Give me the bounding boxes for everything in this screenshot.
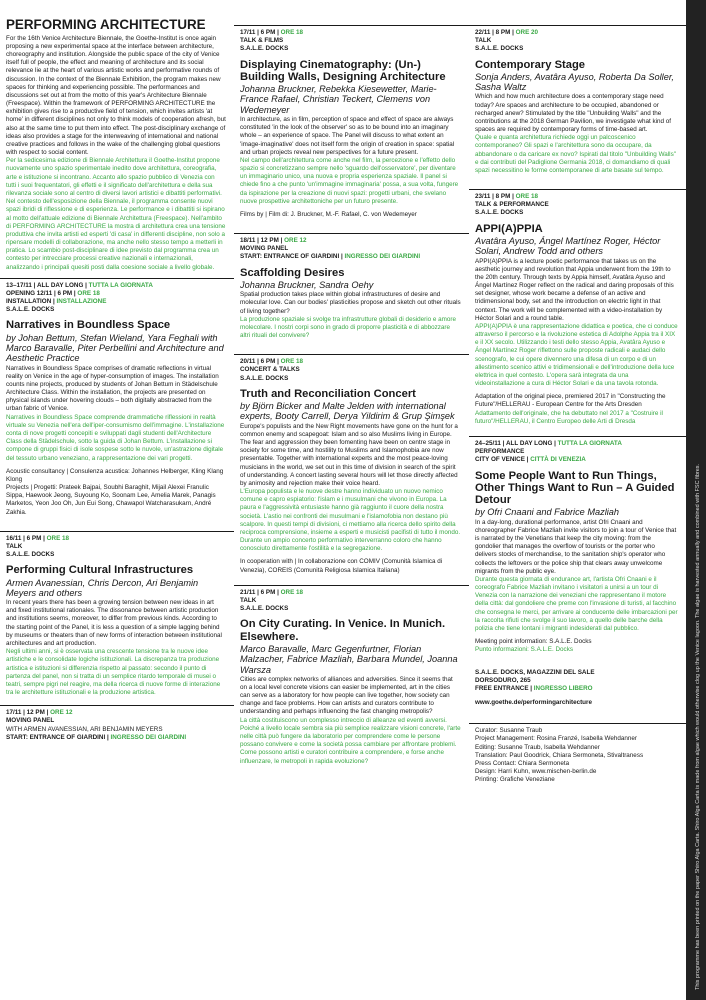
- event-scaffolding: [234, 233, 469, 340]
- event-text-en: Europe's populists and the New Right movements have gone on the hunt for a common enemy and scapegoat: Islam and so also Muslims living in Europe. The fear and aggression they been fomenting have been on centre stage in society for some time, and hostility to Muslims and Islamophobia are now presentable. Together with international experts and the most peace-loving musicians in the world, we set out in this time of division in search of the spirit of understanding. A concert lasting several hours will let those directly affected by animosity and rejection make their voice heard.: [240, 422, 458, 487]
- event-meta: 13–17/11 | ALL DAY LONG | TUTTA LA GIORNATA OPENING 12/11 | 6 PM | ORE 18 INSTALLATION | INSTALLAZIONE S.A.L.E. DOCKS: [6, 281, 153, 314]
- event-title: Scaffolding Desires: [240, 266, 345, 279]
- event-guided-detour: [469, 436, 686, 655]
- event-text-en: Narratives in Boundless Space comprises of dramatic reflections in virtual reality on Venice in the age of hyper-consumption of images. The installation counts nine projects, produced by students of Johan Bettum in Städelschule Architecture Class. Within the installation, the projects are presented on physical islands under hovering clouds – both digitally abstracted from the urban fabric of Venice.: [6, 364, 219, 413]
- event-subtitle: Marco Baravalle, Marc Gegenfurtner, Florian Malzacher, Fabrice Mazliah, Barbara Mundel, Joanna Warsza: [240, 643, 458, 675]
- column-2: [234, 0, 469, 1000]
- venue-address: DORSODURO, 265: [475, 676, 531, 684]
- event-title: APPI(A)PPIA: [475, 222, 543, 235]
- event-title: Performing Cultural Infrastructures: [6, 564, 194, 577]
- event-subtitle: by Ofri Cnaani and Fabrice Mazliah: [475, 507, 620, 518]
- venue-name: S.A.L.E. DOCKS, MAGAZZINI DEL SALE: [475, 668, 595, 676]
- event-text-it: Narratives in Boundless Space comprende drammatiche riflessioni in realtà virtuale su Venezia nell'era dell'iper-consumismo dell'immagine. L'installazione conta di nove progetti concepiti e sviluppati dagli studenti dell'Architecture Class della Städelschule, sotto la guida di Johan Bettum. L'installazione si compone di gruppi fisici di isole sospese sotto le nuvole, un'astrazione digitale del tessuto urbano veneziano, a rappresentazione dei vari progetti.: [6, 413, 225, 462]
- event-credits: Meeting point information: S.A.L.E. Docks: [475, 638, 592, 646]
- event-title: Contemporary Stage: [475, 58, 586, 71]
- event-text-it: Quale e quanta architettura richiede oggi un palcoscenico contemporaneo? Gli spazi e l'architettura sono da occupare, da abbandonare o da caricare ex novo? Ispirati dal titolo "Unbuilding Walls" e dai contributi del Padiglione Germania 2018, ci domandiamo di quali spazi necessitino le forme contemporanee di arte basate sul tempo.: [475, 134, 676, 174]
- event-text-it: Durante questa giornata di endurance art, l'artista Ofri Cnaani e il coreografo Fabrice Mazliah invitano i visitatori a unirsi a un tour di Venezia con la narrazione dei veneziani che rappresentano il motore della città: dal gondoliere che preme con l'invasione di turisti, al facchino che consegna le merci, per arrivare ai conducente delle imbarcazioni per la raccolta rifiuti che svolge il suo lavoro, a quello delle barche della polizia che tiene lontani i migranti indesiderati dal pubblico.: [475, 575, 678, 632]
- credits-block: [469, 723, 686, 784]
- event-credits: Adaptation of the original piece, premiered 2017 in "Constructing the Future"/HELLERAU - European Centre for the Arts Dresden: [475, 393, 666, 409]
- event-infrastructures: [0, 531, 234, 697]
- event-contemporary-stage: [469, 25, 686, 175]
- event-meta: 23/11 | 8 PM | ORE 18 TALK & PERFORMANCE S.A.L.E. DOCKS: [475, 193, 549, 217]
- event-title: On City Curating. In Venice. In Munich. Elsewhere.: [240, 618, 446, 643]
- column-3: [469, 0, 686, 1000]
- event-subtitle: Avatâra Ayuso, Ángel Martínez Roger, Héctor Solari, Andrew Todd and others: [475, 235, 661, 257]
- event-text-it: La città costituiscono un complesso intreccio di alleanze ed eventi avversi. Poiché a livello locale sembra sia più semplice realizzare visioni concrete, l'arte nelle città può fungere da laboratorio per comprendere come le persone possano convivere e come la società possa cambiare per affrontare problemi. Come possono artisti e curatori contribuire a comprendere, e forse anche influenzare, le metropoli in rapida evoluzione?: [240, 716, 461, 765]
- event-text-it: Nel campo dell'architettura come anche nel film, la percezione e l'effetto dello spazio si concretizzano sempre nello 'sguardo dell'osservatore', per diventare un immaginario unico, una nuova e propria esperienza spaziale. Il panel si chiede fino a che punto 'un'immagine immaginaria' possa, a sua volta, fungere da ispirazione per la creazione di nuovi spazi: progetti urbani, che svelano nuove prospettive architettoniche per un futuro presente.: [240, 156, 459, 205]
- event-concert: [234, 354, 469, 575]
- venue-entrance: FREE ENTRANCE | INGRESSO LIBERO: [475, 684, 593, 692]
- venue-info: [469, 669, 686, 708]
- event-credits: Acoustic consultancy | Consulenza acustica: Johannes Helberger, Kling Klang Klong Projects | Progetti: Prateek Bajpai, Soubhi Baraghit, Mijail Alexei Franulic Sippa, Haewook Jeong, Suyoung Ko, Soonam Lee, Amelia Marek, Panagis Marketos, Yeon Joo Oh, Jun Eui Song, Chawapol Watcharasukarn, André Zakhia.: [6, 467, 224, 516]
- credit-line: Project Management: Rosina Franzé, Isabella Wehdanner: [475, 735, 637, 743]
- event-text-en: In recent years there has been a growing tension between new ideas in art and fixed institutional rationales. The dissonance between artistic production and institutions seems, moreover, to differ from previous kinds. According to the starting point of the Panel, it is less a question of a simple lagging behind by museums or theaters than of new forms of interaction between institutional architectures and art production.: [6, 599, 222, 647]
- event-credits: Films by | Film di: J. Bruckner, M.-F. Rafael, C. von Wedemeyer: [240, 210, 417, 218]
- event-text-en: Which and how much architecture does a contemporary stage need today? Are spaces and architecture to be occupied, abandoned or recharged anew? Stimulated by the title "Unbuilding Walls" and the contributions at the 2018 German Pavilion, we investigate what kind of spaces are required by contemporary forms of time-based art.: [475, 93, 672, 134]
- intro-text-en: For the 16th Venice Architecture Biennale, the Goethe-Institut is once again proposing a new experimental space at the interface between architecture, choreography and institution. Alongside the public space of the city of Venice itself full of people, the effect and meaning of architecture and its social relevance lie at the heart of various artistic works and performative rounds of discussion. In the context of the Biennale Exhibition, the program makes new spaces for thinking and experiencing possible. The performances and discussions set out at from the motto of this year's Architecture Biennale (Freespace). Within the framework of PERFORMING ARCHITECTURE the exhibition gives rise to a productive field of tension, which invites artists 'at home' in different disciplines not only to think models of cooperation afresh, but also at the same time to put them into effect. The post-disciplinary exchange of ideas also provides a stage for the interweaving of international and national creative practices and follows in the wake of the challenging global questions with respect to social content.: [6, 34, 226, 157]
- event-meta: 24–25/11 | ALL DAY LONG | TUTTA LA GIORNATA PERFORMANCE CITY OF VENICE | CITTÀ DI VENEZIA: [475, 440, 622, 464]
- event-credits-it: Punto informazioni: S.A.L.E. Docks: [475, 646, 573, 654]
- paper-note-strip: [686, 0, 706, 1000]
- event-narratives: [0, 278, 234, 517]
- event-meta: 17/11 | 12 PM | ORE 12 MOVING PANEL WITH ARMEN AVANESSIAN, ARI BENJAMIN MEYERS START: ENTRANCE OF GIARDINI | INGRESSO DEI GIARDINI: [6, 709, 187, 741]
- event-text-en: In architecture, as in film, perception of space and effect of space are always constituted 'in the look of the observer' so as to be bound into an imaginary whole – an experience of space. The Panel will discuss to what extent an 'image-imaginative' does not itself form the origin of creation in space: spatial and urban projects reveal new perspectives for a future present.: [240, 116, 455, 156]
- intro-text-it: Per la sedicesima edizione di Biennale Architettura il Goethe-Institut propone nuovamente uno spazio sperimentale inedito dove architettura, coreografia, arte e istituzione si incontrano. Accanto allo spazio pubblico di Venezia con tutti i suoi frequentatori, gli effetti e il significato dell'architettura e della sua rilevanza sociale sono al centro di diversi lavori artistici e dibattiti performativi. Nel contesto dell'esposizione della Biennale, il programma consente nuovi spazi ibridi di riflessione e di esperienza. Le performance e i dibattiti si ispirano al motto dell'attuale edizione di Biennale Architettura (Freespace). Nell'ambito di PERFORMING ARCHITECTURE la mostra di architettura crea una tensione produttiva che invita artisti ed esperti 'di casa' in differenti discipline, non solo a ripensare modelli di collaborazione, ma anche nello stesso tempo a metterli in pratica. Lo scambio post-disciplinare di idee previsto dal programma crea un contesto per intrecciare processi creative nazionali e internazionali, analizzando i principali quesiti posti dalla coesione sociale a livello globale.: [6, 157, 226, 271]
- event-text-en: Spatial production takes place within global infrastructures of desire and molecular love. Can our bodies' plasticities propose and sketch out other rituals of living together?: [240, 291, 461, 315]
- event-subtitle: Johanna Bruckner, Sandra Oehy: [240, 279, 374, 290]
- event-meta: 22/11 | 8 PM | ORE 20 TALK S.A.L.E. DOCKS: [475, 29, 539, 53]
- intro-block: [0, 18, 234, 272]
- event-cinematography: [234, 25, 469, 219]
- event-text-en: In a day-long, durational performance, artist Ofri Cnaani and choreographer Fabrice Mazliah invite visitors to join a tour of Venice that is narrated by the Venetians that keep the city moving: from the gondolier that manages the overflow of tourists or the porter who delivers stocks of merchandise, to the sanitation ship's operator who collects the leftovers or the police ship that clears away unwelcome migrants from the public eye.: [475, 518, 677, 575]
- program-title: PERFORMING ARCHITECTURE: [6, 17, 206, 32]
- website-link[interactable]: www.goethe.de/performingarchitecture: [475, 699, 592, 707]
- event-meta: 21/11 | 6 PM | ORE 18 TALK S.A.L.E. DOCKS: [240, 588, 304, 613]
- event-text-en: APPI(A)PPIA is a lecture poetic performance that takes us on the aesthetic journey and revolution that Appia underwent from the 19th to the 20th century. Through texts by Appia himself, Avatâra Ayuso and Ángel Martínez Roger reflect on the radical and daring proposals of this set designer, whose work became a defense of an active and tridimensional body, set and the introduction on electric light in that context. The work will be complemented with a video-installation by Héctor Solari and a round table.: [475, 257, 674, 322]
- event-city-curating: [234, 585, 469, 766]
- event-subtitle: Johanna Bruckner, Rebekka Kiesewetter, Marie-France Rafael, Christian Teckert, Clemens von Wedemeyer: [240, 84, 437, 115]
- credit-line: Editing: Susanne Traub, Isabella Wehdanner: [475, 743, 600, 751]
- event-text-it: La produzione spaziale si svolge tra infrastrutture globali di desiderio e amore molecolare. I nostri corpi sono in grado di proporre plasticità e di abbozzare altri rituali del convivere?: [240, 315, 456, 340]
- credit-line: Press Contact: Chiara Sermoneta: [475, 759, 570, 767]
- event-credits: In cooperation with | In collaborazione con COMIV (Comunità Islamica di Venezia), COREIS (Comunità Religiosa Islamica Italiana): [240, 558, 443, 574]
- event-subtitle: Armen Avanessian, Chris Dercon, Ari Benjamin Meyers and others: [6, 577, 199, 598]
- credit-line: Design: Harri Kuhn, www.mischen-berlin.de: [475, 768, 597, 776]
- event-meta: 17/11 | 6 PM | ORE 18 TALK & FILMS S.A.L.E. DOCKS: [240, 29, 304, 53]
- credit-line: Curator: Susanne Traub: [475, 727, 543, 735]
- event-subtitle: by Björn Bicker and Malte Jelden with international experts, Booty Carrell, Derya Yildirim & Grup Şimşek: [240, 401, 455, 422]
- event-moving-panel: [0, 705, 234, 742]
- paper-note: This programme has been printed on the paper Shiro Alga Carta. Shiro Alga Carta is made from algae which would otherwise clog up the Venice lagoon. The algae is harvested annually and combined with FSC fibres.: [695, 463, 701, 990]
- event-text-en: Cities are complex networks of alliances and adversities. Since it seems that on a local level concrete visions can easier be implemented, art in the cities can serve as a laboratory for how people can live together, how society can change and face problems. How can artists and curators contribute to understanding and perhaps influencing the fast changing metropolis?: [240, 675, 453, 716]
- event-meta: 20/11 | 6 PM | ORE 18 CONCERT & TALKS S.A.L.E. DOCKS: [240, 358, 304, 382]
- event-title: Truth and Reconciliation Concert: [240, 387, 416, 400]
- event-title: Displaying Cinematography: (Un-) Building Walls, Designing Architecture: [240, 58, 446, 83]
- event-text-it: L'Europa populista e le nuove destre hanno individuato un nuovo nemico comune e capro espiatorio: l'islam e i musulmani che vivono in Europa. La paura e l'aggressività entusiaste hanno già raggiunto il cuore della nostra società. L'astio nei confronti dei musulmani e l'islamofobia non destano più scalpore. In questi tempi di divisioni, ci mettiamo alla ricerca dello spirito della reciproca comprensione, insieme a esperti e musicisti pacifisti di tutto il mondo. Durante un ampio concerto performativo interverranno coloro che hanno conosciuto direttamente l'ostilità e la segregazione.: [240, 488, 461, 553]
- event-meta: 16/11 | 6 PM | ORE 18 TALK S.A.L.E. DOCKS: [6, 534, 70, 559]
- event-text-it: APPI(A)PPIA è una rappresentazione didattica e poetica, che ci conduce attraverso il percorso e la rivoluzione estetica di Adolphe Appia tra il XIX e il XX secolo. Utilizzando i testi dello stesso Appia, Avatâra Ayuso e Ángel Martínez Roger riflettono sulle proposte radicali e audaci dello scenografo, le cui opere divennero una difesa di un corpo e di un allestimento scenico attivi e tridimensionali e dell'introduzione della luce elettrica in quel contesto. L'opera sarà integrata da una videoinstallazione a cura di Héctor Solari e da una tavola rotonda.: [475, 322, 678, 388]
- event-title: Some People Want to Run Things, Other Things Want to Run – A Guided Detour: [475, 469, 675, 507]
- credit-line: Printing: Grafiche Veneziane: [475, 776, 555, 784]
- event-text-it: Negli ultimi anni, si è osservata una crescente tensione tra le nuove idee artistiche e le consolidate logiche istituzionali. La discrepanza tra produzione artistica e istituzioni si differenzia rispetto al passato: secondo il punto di partenza del panel, non si tratta di un semplice ritardo temporale di musei o teatri, sempre pigri nel reagire, ma della ricerca di nuove forme di interazione tra le architetture istituzionali e la produzione artistica.: [6, 648, 221, 697]
- event-subtitle: Sonja Anders, Avatâra Ayuso, Roberta Da Soller, Sasha Waltz: [475, 71, 674, 93]
- event-credits-it: Adattamento dell'originale, che ha debuttato nel 2017 a "Costruire il futuro"/HELLERAU, il Centro Europeo delle Arti di Dresda: [475, 409, 663, 425]
- credit-line: Translation: Paul Goodrick, Chiara Sermoneta, Stivaltraness: [475, 751, 644, 759]
- event-appia: [469, 189, 686, 426]
- event-meta: 18/11 | 12 PM | ORE 12 MOVING PANEL START: ENTRANCE OF GIARDINI | INGRESSO DEI GIARDINI: [240, 237, 421, 261]
- event-subtitle: by Johan Bettum, Stefan Wieland, Yara Feghali with Marco Baravalle, Piter Perbellini and Architecture and Aesthetic Practice: [6, 332, 224, 364]
- column-1: [0, 0, 234, 1000]
- event-title: Narratives in Boundless Space: [6, 319, 171, 332]
